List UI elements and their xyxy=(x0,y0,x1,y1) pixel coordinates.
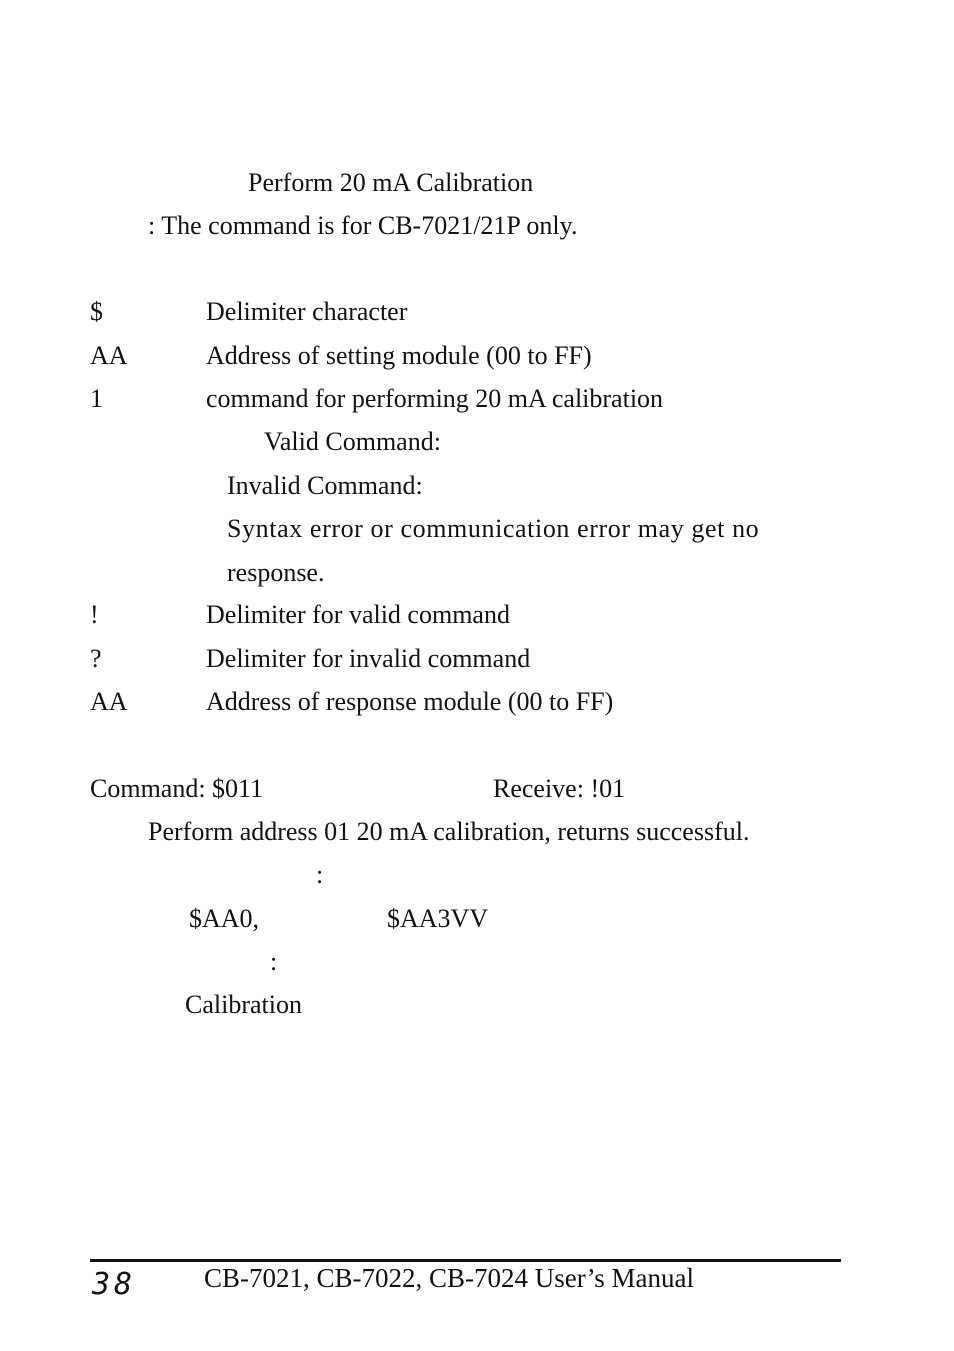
field-symbol-invalid: ? xyxy=(90,644,102,673)
field-desc-invalid: Delimiter for invalid command xyxy=(206,644,531,673)
field-desc-address: Address of response module (00 to FF) xyxy=(206,687,614,716)
related-commands-colon: : xyxy=(316,860,324,889)
command-description: Perform 20 mA Calibration xyxy=(248,168,534,197)
command-note: : The command is for CB-7021/21P only. xyxy=(148,211,578,240)
response-error-note-cont: response. xyxy=(227,558,325,587)
response-error-note: Syntax error or communication error may get no xyxy=(227,514,760,543)
related-command-1: $AA0, xyxy=(189,904,260,933)
related-command-2: $AA3VV xyxy=(387,904,489,933)
related-topics-colon: : xyxy=(270,947,278,976)
syntax-desc-address: Address of setting module (00 to FF) xyxy=(206,341,592,370)
syntax-desc-command: command for performing 20 mA calibration xyxy=(206,384,664,413)
syntax-symbol-command: 1 xyxy=(90,384,103,413)
footer-title: CB-7021, CB-7022, CB-7024 User’s Manual xyxy=(204,1263,694,1293)
example-explanation: Perform address 01 20 mA calibration, returns successful. xyxy=(148,817,750,846)
response-invalid-label: Invalid Command: xyxy=(227,471,423,500)
field-symbol-valid: ! xyxy=(90,600,99,629)
field-desc-valid: Delimiter for valid command xyxy=(206,600,510,629)
syntax-symbol-dollar: $ xyxy=(90,297,103,326)
example-command: Command: $011 xyxy=(90,774,264,803)
field-symbol-address: AA xyxy=(90,687,128,716)
page-number: 38 xyxy=(92,1267,137,1302)
syntax-desc-dollar: Delimiter character xyxy=(206,297,408,326)
syntax-symbol-address: AA xyxy=(90,341,128,370)
related-topic: Calibration xyxy=(185,990,302,1019)
example-receive: Receive: !01 xyxy=(493,774,626,803)
response-valid-label: Valid Command: xyxy=(264,427,441,456)
